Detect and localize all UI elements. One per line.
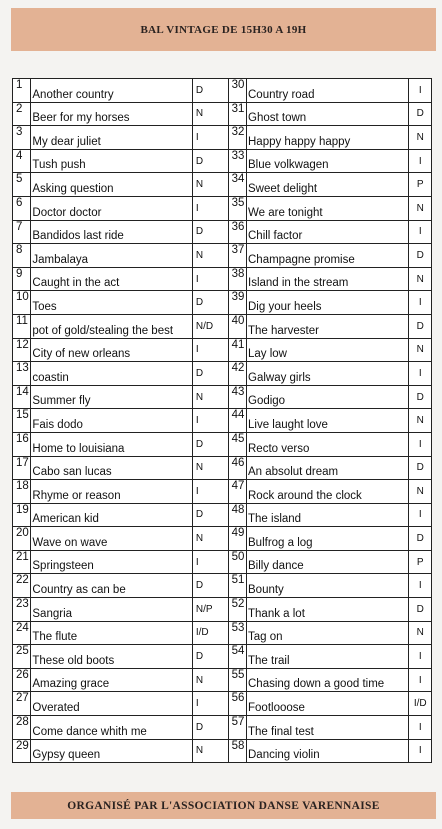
dance-level: I <box>409 503 432 527</box>
song-number: 58 <box>228 739 246 763</box>
song-title: Country road <box>247 79 409 103</box>
dance-level: D <box>192 503 228 527</box>
song-number: 43 <box>228 385 246 409</box>
song-title: Footlooose <box>247 692 409 716</box>
table-row <box>13 692 432 716</box>
table-row <box>13 527 432 551</box>
song-number: 4 <box>13 149 31 173</box>
table-row <box>13 291 432 315</box>
song-number: 7 <box>13 220 31 244</box>
event-title: BAL VINTAGE DE 15H30 A 19H <box>140 23 307 36</box>
song-title: The final test <box>247 716 409 740</box>
song-number: 27 <box>13 692 31 716</box>
dance-level: D <box>409 314 432 338</box>
dance-level: I <box>192 550 228 574</box>
song-title: Wave on wave <box>31 527 192 551</box>
song-title: Springsteen <box>31 550 192 574</box>
song-title: Galway girls <box>247 362 409 386</box>
song-number: 53 <box>228 621 246 645</box>
song-title: Amazing grace <box>31 668 192 692</box>
dance-level: I <box>409 291 432 315</box>
dance-level: P <box>409 173 432 197</box>
dance-level: N <box>409 267 432 291</box>
song-title: We are tonight <box>247 196 409 220</box>
song-title: The harvester <box>247 314 409 338</box>
song-number: 18 <box>13 480 31 504</box>
dance-level: N/P <box>192 598 228 622</box>
dance-level: I <box>192 338 228 362</box>
footer-banner <box>11 792 436 819</box>
dance-level: D <box>192 149 228 173</box>
dance-level: N <box>409 621 432 645</box>
table-row <box>13 338 432 362</box>
dance-level: I <box>409 79 432 103</box>
table-row <box>13 716 432 740</box>
song-title: Sangria <box>31 598 192 622</box>
dance-level: N <box>192 385 228 409</box>
song-title: The island <box>247 503 409 527</box>
table-row <box>13 456 432 480</box>
song-number: 20 <box>13 527 31 551</box>
dance-level: I <box>192 126 228 150</box>
dance-level: N <box>192 527 228 551</box>
song-number: 14 <box>13 385 31 409</box>
song-title: My dear juliet <box>31 126 192 150</box>
song-number: 24 <box>13 621 31 645</box>
song-number: 35 <box>228 196 246 220</box>
dance-level: D <box>192 645 228 669</box>
dance-level: I/D <box>409 692 432 716</box>
table-row <box>13 598 432 622</box>
dance-level: I <box>409 716 432 740</box>
song-number: 17 <box>13 456 31 480</box>
song-title: Come dance whith me <box>31 716 192 740</box>
table-row <box>13 362 432 386</box>
dance-list-table <box>12 78 432 763</box>
song-number: 38 <box>228 267 246 291</box>
dance-level: N <box>192 668 228 692</box>
song-title: An absolut dream <box>247 456 409 480</box>
dance-level: I <box>192 480 228 504</box>
song-number: 22 <box>13 574 31 598</box>
song-number: 55 <box>228 668 246 692</box>
song-title: Overated <box>31 692 192 716</box>
song-number: 48 <box>228 503 246 527</box>
table-row <box>13 314 432 338</box>
song-number: 11 <box>13 314 31 338</box>
song-number: 2 <box>13 102 31 126</box>
table-row <box>13 480 432 504</box>
song-number: 3 <box>13 126 31 150</box>
dance-level: I <box>409 362 432 386</box>
dance-level: D <box>409 102 432 126</box>
dance-level: D <box>192 716 228 740</box>
song-title: Recto verso <box>247 432 409 456</box>
table-row <box>13 503 432 527</box>
dance-level: N <box>409 126 432 150</box>
song-number: 37 <box>228 244 246 268</box>
table-row <box>13 385 432 409</box>
table-row <box>13 173 432 197</box>
song-number: 16 <box>13 432 31 456</box>
song-number: 50 <box>228 550 246 574</box>
song-number: 49 <box>228 527 246 551</box>
song-number: 44 <box>228 409 246 433</box>
song-title: Another country <box>31 79 192 103</box>
dance-level: D <box>192 291 228 315</box>
song-title: Cabo san lucas <box>31 456 192 480</box>
song-title: pot of gold/stealing the best <box>31 314 192 338</box>
dance-level: N <box>409 480 432 504</box>
song-title: The trail <box>247 645 409 669</box>
song-title: Jambalaya <box>31 244 192 268</box>
table-row <box>13 668 432 692</box>
song-number: 6 <box>13 196 31 220</box>
table-row <box>13 126 432 150</box>
song-number: 25 <box>13 645 31 669</box>
song-number: 34 <box>228 173 246 197</box>
song-title: The flute <box>31 621 192 645</box>
song-number: 52 <box>228 598 246 622</box>
song-title: Happy happy happy <box>247 126 409 150</box>
song-number: 47 <box>228 480 246 504</box>
table-row <box>13 79 432 103</box>
organizer-text: ORGANISÉ PAR L'ASSOCIATION DANSE VARENNAISE <box>67 799 380 812</box>
table-row <box>13 432 432 456</box>
dance-level: N <box>192 456 228 480</box>
dance-level: I <box>192 196 228 220</box>
song-title: Fais dodo <box>31 409 192 433</box>
song-title: Chill factor <box>247 220 409 244</box>
song-number: 30 <box>228 79 246 103</box>
dance-level: D <box>409 456 432 480</box>
song-number: 46 <box>228 456 246 480</box>
dance-level: N <box>409 409 432 433</box>
song-number: 23 <box>13 598 31 622</box>
dance-level: I <box>409 574 432 598</box>
dance-level: N/D <box>192 314 228 338</box>
song-title: Tag on <box>247 621 409 645</box>
table-row <box>13 739 432 763</box>
dance-level: D <box>192 79 228 103</box>
dance-level: N <box>192 102 228 126</box>
dance-level: I <box>192 267 228 291</box>
dance-level: I <box>409 645 432 669</box>
dance-level: P <box>409 550 432 574</box>
song-title: Champagne promise <box>247 244 409 268</box>
song-number: 9 <box>13 267 31 291</box>
dance-level: D <box>192 220 228 244</box>
dance-level: I <box>409 149 432 173</box>
dance-level: D <box>192 432 228 456</box>
dance-level: N <box>192 244 228 268</box>
song-title: Thank a lot <box>247 598 409 622</box>
song-number: 39 <box>228 291 246 315</box>
dance-level: N <box>409 338 432 362</box>
song-number: 56 <box>228 692 246 716</box>
song-title: Bounty <box>247 574 409 598</box>
table-row <box>13 621 432 645</box>
table-row <box>13 196 432 220</box>
dance-level: I <box>192 409 228 433</box>
song-title: Godigo <box>247 385 409 409</box>
dance-level: I/D <box>192 621 228 645</box>
song-number: 45 <box>228 432 246 456</box>
dance-level: I <box>409 739 432 763</box>
dance-level: N <box>192 173 228 197</box>
song-number: 1 <box>13 79 31 103</box>
song-number: 41 <box>228 338 246 362</box>
song-number: 26 <box>13 668 31 692</box>
song-number: 33 <box>228 149 246 173</box>
song-number: 40 <box>228 314 246 338</box>
dance-level: N <box>192 739 228 763</box>
dance-level: D <box>409 385 432 409</box>
song-number: 31 <box>228 102 246 126</box>
song-title: Home to louisiana <box>31 432 192 456</box>
song-title: Ghost town <box>247 102 409 126</box>
song-title: Lay low <box>247 338 409 362</box>
table-row <box>13 149 432 173</box>
song-title: Bulfrog a log <box>247 527 409 551</box>
song-number: 32 <box>228 126 246 150</box>
song-number: 36 <box>228 220 246 244</box>
song-title: Asking question <box>31 173 192 197</box>
song-title: Dig your heels <box>247 291 409 315</box>
table-row <box>13 244 432 268</box>
song-number: 5 <box>13 173 31 197</box>
song-number: 54 <box>228 645 246 669</box>
table-row <box>13 574 432 598</box>
dance-level: I <box>409 668 432 692</box>
song-title: Billy dance <box>247 550 409 574</box>
table-row <box>13 220 432 244</box>
song-number: 28 <box>13 716 31 740</box>
song-title: Live laught love <box>247 409 409 433</box>
dance-level: D <box>192 362 228 386</box>
dance-level: D <box>409 244 432 268</box>
song-title: Country as can be <box>31 574 192 598</box>
song-title: Beer for my horses <box>31 102 192 126</box>
song-title: Gypsy queen <box>31 739 192 763</box>
song-title: These old boots <box>31 645 192 669</box>
song-title: Island in the stream <box>247 267 409 291</box>
song-title: Chasing down a good time <box>247 668 409 692</box>
song-number: 42 <box>228 362 246 386</box>
dance-level: N <box>409 196 432 220</box>
table-row <box>13 409 432 433</box>
dance-level: D <box>192 574 228 598</box>
song-number: 51 <box>228 574 246 598</box>
song-title: Caught in the act <box>31 267 192 291</box>
table-row <box>13 267 432 291</box>
song-title: Rock around the clock <box>247 480 409 504</box>
song-title: City of new orleans <box>31 338 192 362</box>
song-number: 12 <box>13 338 31 362</box>
song-title: American kid <box>31 503 192 527</box>
song-title: Dancing violin <box>247 739 409 763</box>
song-title: coastin <box>31 362 192 386</box>
dance-level: I <box>409 432 432 456</box>
song-number: 8 <box>13 244 31 268</box>
dance-level: D <box>409 598 432 622</box>
song-number: 21 <box>13 550 31 574</box>
song-number: 57 <box>228 716 246 740</box>
dance-level: I <box>192 692 228 716</box>
song-number: 10 <box>13 291 31 315</box>
song-number: 19 <box>13 503 31 527</box>
song-title: Doctor doctor <box>31 196 192 220</box>
song-title: Rhyme or reason <box>31 480 192 504</box>
song-title: Summer fly <box>31 385 192 409</box>
song-title: Tush push <box>31 149 192 173</box>
song-title: Toes <box>31 291 192 315</box>
dance-level: D <box>409 527 432 551</box>
table-row <box>13 550 432 574</box>
song-number: 13 <box>13 362 31 386</box>
header-banner <box>11 8 436 51</box>
table-row <box>13 102 432 126</box>
song-title: Sweet delight <box>247 173 409 197</box>
song-title: Blue volkwagen <box>247 149 409 173</box>
song-number: 15 <box>13 409 31 433</box>
song-title: Bandidos last ride <box>31 220 192 244</box>
table-row <box>13 645 432 669</box>
dance-level: I <box>409 220 432 244</box>
song-number: 29 <box>13 739 31 763</box>
